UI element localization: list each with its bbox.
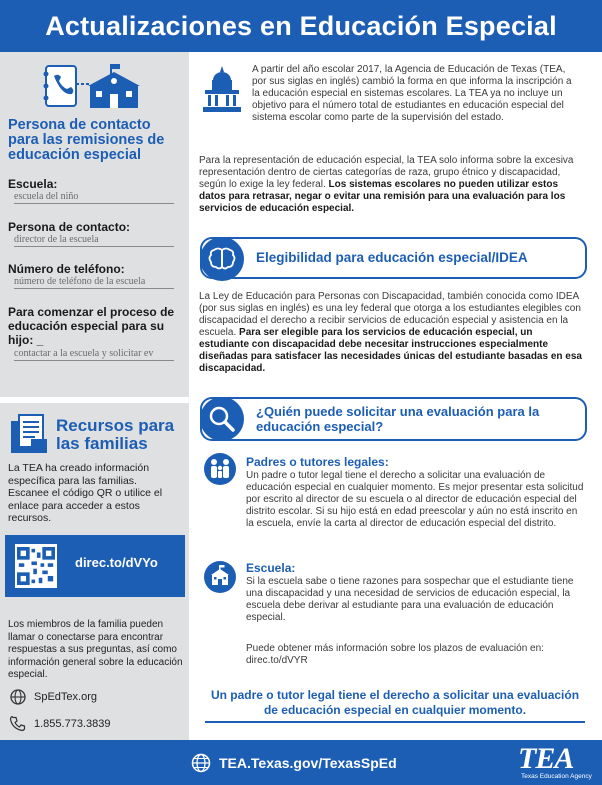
phone-icon	[10, 716, 26, 732]
representation-bold-text: Los sistemas escolares no pueden utilizar estos datos para retrasar, negar o evitar una remisión para una evaluación para los servicios de educación especial.	[199, 179, 566, 214]
start-process-value: contactar a la escuela y solicitar ev	[14, 348, 174, 361]
sidebar-divider	[0, 397, 189, 403]
contact-person-label: Persona de contacto:	[8, 220, 131, 234]
contact-person-value: director de la escuela	[14, 234, 174, 247]
who-section-header	[200, 397, 587, 441]
family-icon	[203, 452, 237, 486]
resources-description: La TEA ha creado información específica para las familias. Escanee el código QR o utilice el enlace para acceder a estos recursos.	[8, 462, 163, 524]
phone-number-label: Número de teléfono:	[8, 262, 125, 276]
phone-number-value: número de teléfono de la escuela	[14, 276, 174, 289]
qr-code-icon[interactable]	[15, 544, 57, 588]
representation-text: Para la representación de educación especial, la TEA solo informa sobre la excesiva representación dentro de ciertas categorías de raza, grupo étnico y discapacidad, según lo exige la ley federal.	[199, 155, 574, 190]
phone-contact	[10, 716, 110, 732]
footer-link-text[interactable]: TEA.Texas.gov/TexasSpEd	[219, 755, 397, 771]
start-process-label: Para comenzar el proceso de educación especial para su hijo: _	[8, 305, 175, 347]
resources-link[interactable]: direc.to/dVYo	[75, 555, 158, 570]
footer	[0, 740, 602, 785]
school-paragraph: Si la escuela sabe o tiene razones para sospechar que el estudiante tiene una discapacidad y una necesidad de servicios de educación especial, la escuela debe derivar al estudiante para una evaluación de educación especial.	[246, 576, 574, 623]
school-icon	[203, 560, 237, 594]
parents-title: Padres o tutores legales:	[246, 455, 389, 469]
eligibility-section-header	[200, 237, 587, 279]
capitol-building-icon	[201, 64, 243, 114]
globe-icon	[191, 753, 211, 773]
globe-icon	[10, 689, 26, 705]
school-value: escuela del niño	[14, 191, 174, 204]
website-contact	[10, 689, 97, 705]
documents-icon	[9, 413, 51, 457]
eligibility-paragraph	[199, 291, 584, 375]
page-title: Actualizaciones en Educación Especial	[0, 0, 602, 52]
tea-logo-subtitle: Texas Education Agency	[521, 773, 592, 780]
representation-paragraph	[199, 155, 584, 215]
brain-icon	[208, 247, 236, 271]
parents-paragraph: Un padre o tutor legal tiene el derecho a solicitar una evaluación de educación especial en cualquier momento. Es mejor presentar esta solicitud por escrito al director de su escuela o al director de educación especial del distrito escolar. Si su hijo está en edad preescolar y aún no está inscrito en la escuela, envíe la carta al director de educación especial del distrito.	[246, 470, 584, 529]
family-description: Los miembros de la familia pueden llamar o conectarse para encontrar respuestas a sus preguntas, así como información general sobre la educación especial.	[8, 619, 183, 680]
phone-school-icon	[40, 62, 144, 114]
intro-paragraph: A partir del año escolar 2017, la Agencia de Educación de Texas (TEA, por sus siglas en inglés) cambió la forma en que informa la inscripción a la educación especial en sistemas escolares. La TEA ya no incluye un objetivo para el número total de estudiantes en educación especial del sistema escolar como parte de la supervisión del estado.	[252, 64, 572, 123]
contact-section-title: Persona de contacto para las remisiones de educación especial	[8, 117, 165, 163]
eligibility-text: La Ley de Educación para Personas con Discapacidad, también conocida como IDEA (por sus siglas en inglés) es una ley federal que otorga a los estudiantes elegibles con discapacidad el derecho a recibir servicios de educación especial y asistencia en la escuela.	[199, 291, 581, 338]
phone-link[interactable]: 1.855.773.3839	[34, 718, 111, 730]
eligibility-title: Elegibilidad para educación especial/IDEA	[256, 250, 528, 265]
timeline-paragraph: Puede obtener más información sobre los plazos de evaluación en: direc.to/dVYR	[246, 643, 544, 666]
who-title: ¿Quién puede solicitar una evaluación para la educación especial?	[256, 404, 540, 434]
school-label: Escuela:	[8, 177, 58, 191]
tea-logo: TEA	[518, 742, 574, 775]
resources-title: Recursos para las familias	[56, 416, 175, 453]
footer-link[interactable]	[191, 753, 397, 773]
website-link[interactable]: SpEdTex.org	[34, 691, 97, 703]
qr-banner	[5, 535, 185, 597]
rights-callout: Un padre o tutor legal tiene el derecho a solicitar una evaluación de educación especial en cualquier momento.	[205, 688, 585, 723]
magnifier-icon	[208, 405, 236, 433]
school-title: Escuela:	[246, 561, 296, 575]
eligibility-bold-text: Para ser elegible para los servicios de educación especial, un estudiante con discapacidad debe necesitar instrucciones especialmente diseñadas para satisfacer las necesidades únicas del estudiante basadas en esa discapacidad.	[199, 327, 582, 374]
